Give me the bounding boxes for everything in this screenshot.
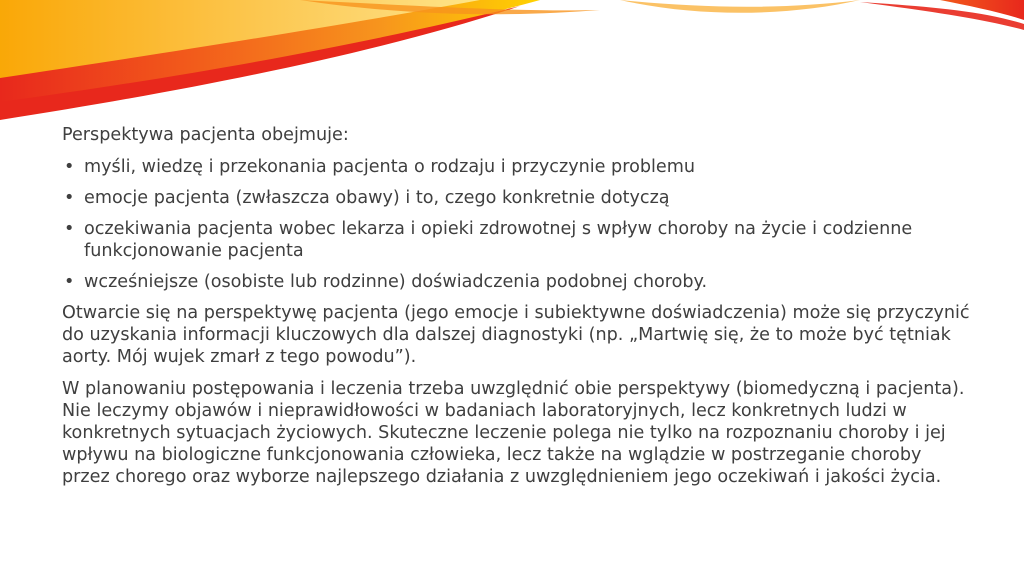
bullet-text: emocje pacjenta (zwłaszcza obawy) i to, czego konkretnie dotyczą [84,188,670,208]
bullet-text: myśli, wiedzę i przekonania pacjenta o rodzaju i przyczynie problemu [84,157,696,177]
paragraph-treatment-planning: W planowaniu postępowania i leczenia trzeba uwzględnić obie perspektywy (biomedyczną i pacjenta). Nie leczymy objawów i nieprawidłowości w badaniach laboratoryjnych, lecz konkretnych ludzi w konkretnych sytuacjach życiowych. Skuteczne leczenie polega nie tylko na rozpoznaniu choroby i jej wpływu na biologiczne funkcjonowania człowieka, lecz także na wglądzie w postrzeganie choroby przez chorego oraz wyborze najlepszego działania z uwzględnieniem jego oczekiwań i jakości życia. [62,379,965,487]
bullet-icon: • [64,272,75,292]
wave-streak-2 [620,0,860,13]
bullet-text: wcześniejsze (osobiste lub rodzinne) doświadczenia podobnej choroby. [84,272,708,292]
bullet-icon: • [64,157,75,177]
bullet-icon: • [64,188,75,208]
decorative-header-wave [0,0,1024,130]
bullet-item [62,156,972,178]
slide-content [62,124,972,498]
bullet-item [62,218,972,262]
bullet-list [62,156,972,293]
bullet-item [62,271,972,293]
paragraph-patient-perspective: Otwarcie się na perspektywę pacjenta (jego emocje i subiektywne doświadczenia) może się przyczynić do uzyskania informacji kluczowych dla dalszej diagnostyki (np. „Martwię się, że to może być tętniak aorty. Mój wujek zmarł z tego powodu”). [62,303,970,367]
bullet-item [62,187,972,209]
intro-text: Perspektywa pacjenta obejmuje: [62,125,349,145]
bullet-text: oczekiwania pacjenta wobec lekarza i opieki zdrowotnej s wpływ choroby na życie i codzienne funkcjonowanie pacjenta [84,219,913,261]
bullet-icon: • [64,219,75,239]
